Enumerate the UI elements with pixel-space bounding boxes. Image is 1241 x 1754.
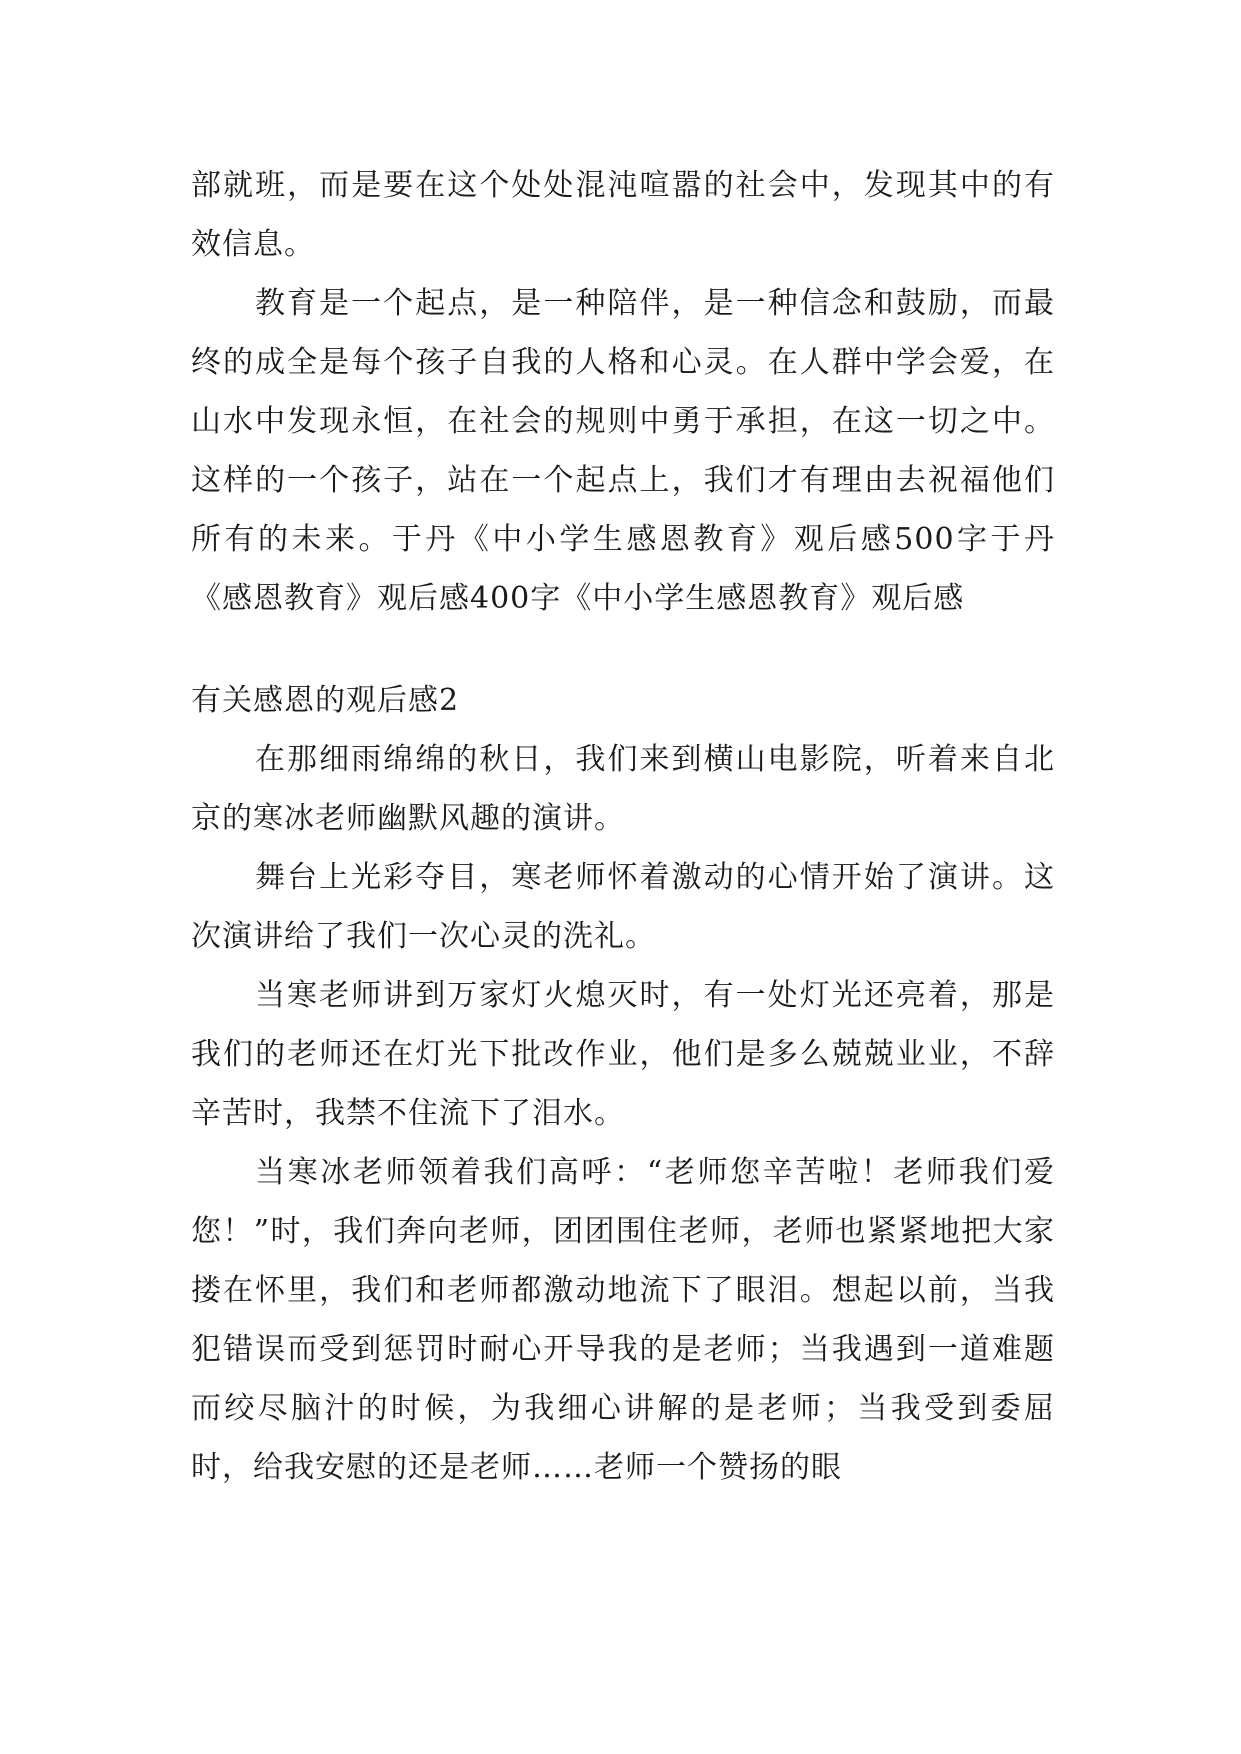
paragraph-3: 在那细雨绵绵的秋日，我们来到横山电影院，听着来自北京的寒冰老师幽默风趣的演讲。	[191, 742, 1055, 836]
section-gap	[191, 628, 1055, 671]
paragraph-5: 当寒老师讲到万家灯火熄灭时，有一处灯光还亮着，那是我们的老师还在灯光下批改作业，他们是多么兢兢业业，不辞辛苦时，我禁不住流下了泪水。	[191, 978, 1055, 1131]
paragraph-2: 教育是一个起点，是一种陪伴，是一种信念和鼓励，而最终的成全是每个孩子自我的人格和心灵。在人群中学会爱，在山水中发现永恒，在社会的规则中勇于承担，在这一切之中。这样的一个孩子，站在一个起点上，我们才有理由去祝福他们所有的未来。于丹《中小学生感恩教育》观后感500字于丹《感恩教育》观后感400字《中小学生感恩教育》观后感	[191, 286, 1055, 616]
paragraph-4: 舞台上光彩夺目，寒老师怀着激动的心情开始了演讲。这次演讲给了我们一次心灵的洗礼。	[191, 860, 1055, 954]
section-heading: 有关感恩的观后感2	[191, 683, 460, 718]
document-body	[191, 156, 1055, 1497]
paragraph-6: 当寒冰老师领着我们高呼：“老师您辛苦啦！老师我们爱您！”时，我们奔向老师，团团围住老师，老师也紧紧地把大家搂在怀里，我们和老师都激动地流下了眼泪。想起以前，当我犯错误而受到惩罚时耐心开导我的是老师；当我遇到一道难题而绞尽脑汁的时候，为我细心讲解的是老师；当我受到委屈时，给我安慰的还是老师……老师一个赞扬的眼	[191, 1155, 1055, 1485]
paragraph-1: 部就班，而是要在这个处处混沌喧嚣的社会中，发现其中的有效信息。	[191, 168, 1055, 262]
